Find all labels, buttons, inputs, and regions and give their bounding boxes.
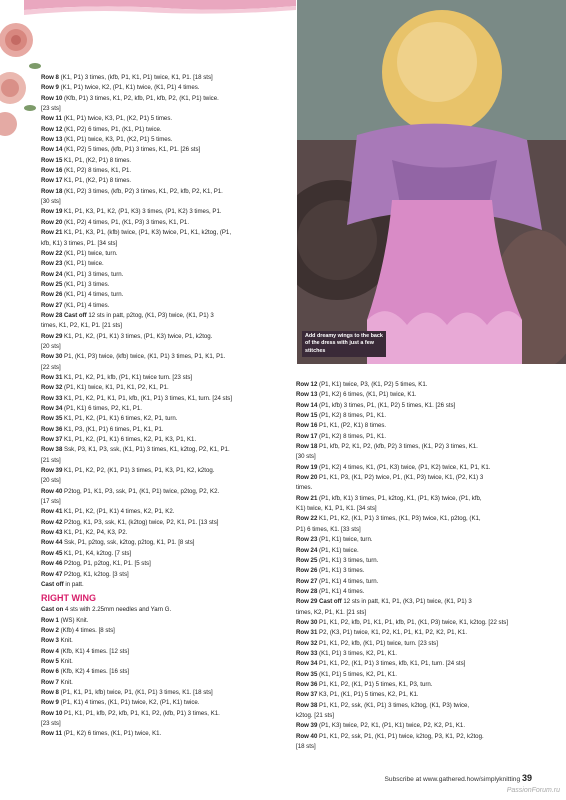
row-instruction: K1, P3, (K1, P1) 6 times, P1, K1, P1. (62, 425, 164, 433)
row-instruction: (K1, P1) twice. (62, 260, 104, 268)
pattern-row (41, 363, 286, 373)
row-instruction: (K1, P1) 4 times, turn. (62, 291, 124, 299)
row-label: Row 39 (296, 722, 318, 730)
row-label: Row 18 (296, 443, 318, 451)
row-label: Row 15 (41, 156, 63, 164)
row-label: Row 30 (296, 618, 318, 626)
pattern-row (41, 616, 286, 626)
row-instruction: K1, P1, K2, P2, (K1, P1) 3 times, P1, K3, P1, K2, k2tog. (62, 467, 215, 475)
row-instruction: (K1, P1) 3 times, turn. (62, 270, 124, 278)
pattern-row (296, 618, 538, 628)
row-instruction: [18 sts] (296, 743, 316, 751)
pattern-row (41, 698, 286, 708)
pattern-row (41, 570, 286, 580)
row-label: Row 14 (296, 401, 318, 409)
row-instruction: P2tog, K1, P3, ssk, K1, (k2tog) twice, P2, K1, P1. [13 sts] (62, 518, 219, 526)
row-instruction: (P1, K1) 6 times, P2, K1, P1. (62, 405, 142, 412)
pattern-row (41, 290, 286, 300)
row-instruction: (Kfb, K2) 4 times. [16 sts] (58, 668, 130, 676)
pattern-row (296, 463, 538, 473)
pattern-row (41, 73, 286, 83)
row-label: Row 31 (41, 373, 63, 381)
pattern-row (41, 104, 286, 114)
row-instruction: P1, K1, P2, kfb, P1, K1, P1, kfb, P1, (K1, P3) twice, K1, k2tog. [22 sts] (317, 618, 509, 626)
row-label: Row 47 (41, 570, 63, 578)
row-label: Row 19 (41, 208, 63, 216)
row-label: Row 17 (41, 177, 63, 185)
row-instruction: P1, K1, P3, (K1, P2) twice, P1, (K1, P3) twice, K1, (P2, K1) 3 (317, 474, 484, 482)
pattern-row (41, 145, 286, 155)
pattern-row (296, 577, 538, 587)
row-label: Row 31 (296, 629, 318, 637)
pattern-row (41, 580, 286, 590)
row-instruction: (P1, K1) twice. (317, 546, 359, 554)
row-label: Row 25 (296, 556, 318, 564)
row-instruction: (P1, K2) 8 times, P1, K1. (317, 432, 387, 440)
pattern-row (41, 678, 286, 688)
row-label: Row 26 (41, 291, 63, 299)
row-instruction: K1, P1, K2, (K1, P1) 3 times, (K1, P3) twice, K1, p2tog, (K1, (317, 515, 481, 523)
row-label: Row 6 (41, 668, 59, 676)
row-instruction: P2tog, K1, k2tog. [3 sts] (62, 570, 129, 578)
pattern-row (41, 647, 286, 657)
row-label: Row 2 (41, 626, 59, 634)
pattern-row (296, 421, 538, 431)
row-instruction: 4 sts with 2.25mm needles and Yarn G. (63, 606, 172, 614)
row-instruction: P1) 6 times, K1. [33 sts] (296, 525, 361, 533)
pattern-row (296, 442, 538, 452)
row-label: Row 22 (41, 249, 63, 257)
row-label: Row 10 (41, 709, 63, 717)
row-instruction: Knit. (58, 657, 73, 665)
row-label: Row 37 (41, 436, 63, 444)
pattern-row (296, 628, 538, 638)
row-instruction: (P1, K2) 6 times, (K1, P1) twice, K1. (317, 391, 417, 399)
row-label: Row 40 (296, 732, 318, 740)
pattern-row (296, 525, 538, 535)
row-instruction: P2tog, P1, K1, P3, ssk, P1, (K1, P1) twice, p2tog, P2, K2. (62, 487, 220, 495)
row-instruction: (K1, P2) 5 times, (kfb, P1) 3 times, K1, P1. [26 sts] (62, 146, 201, 154)
row-label: Row 25 (41, 280, 63, 288)
row-instruction: [21 sts] (41, 456, 61, 464)
pattern-row (41, 373, 286, 383)
row-label: Row 1 (41, 616, 59, 624)
row-label: Row 38 (41, 446, 63, 454)
knitted-doll-photo (297, 0, 566, 364)
pattern-row (41, 636, 286, 646)
row-label: Row 33 (41, 394, 63, 402)
row-label: Row 28 Cast off (41, 311, 87, 319)
pattern-row (41, 538, 286, 548)
pattern-row (41, 125, 286, 135)
pattern-row (41, 466, 286, 476)
row-label: Row 11 (41, 730, 62, 738)
pattern-row (41, 709, 286, 719)
row-instruction: [30 sts] (296, 453, 316, 461)
row-instruction: (P1, kfb, K1) 3 times, P1, k2tog, K1, (P1, K3) twice, (P1, kfb, (317, 494, 482, 502)
row-label: Row 4 (41, 647, 59, 655)
pattern-row (296, 742, 538, 752)
pattern-row (41, 239, 286, 249)
row-label: Cast on (41, 606, 64, 614)
pattern-row (41, 249, 286, 259)
row-label: Row 8 (41, 688, 59, 696)
row-instruction: (P1, K1) 4 times, turn. (317, 577, 379, 585)
row-label: Row 11 (41, 115, 62, 123)
row-instruction: P1, kfb, P2, K1, P2, (kfb, P2) 3 times, (K1, P2) 3 times, K1. (317, 443, 478, 451)
pattern-row (41, 729, 286, 739)
row-instruction: K1, P1, K2, (P1, K1) 6 times, K2, P1, turn. (62, 415, 178, 423)
row-label: Row 29 (41, 332, 63, 340)
row-instruction: times, K1, P2, K1, P1. [21 sts] (41, 322, 122, 330)
pattern-row (41, 218, 286, 228)
pattern-row (41, 688, 286, 698)
row-label: Row 9 (41, 84, 59, 92)
row-label: Row 23 (41, 260, 63, 268)
pattern-row (296, 649, 538, 659)
row-instruction: (Kfb, P1) 3 times, K1, P2, kfb, P1, kfb, P2, (K1, P1) twice. (62, 94, 219, 102)
row-instruction: K1, P1, K2, (P1, K1) 3 times, (P1, K3) twice, P1, k2tog. (62, 332, 213, 340)
row-label: Row 12 (296, 381, 318, 388)
row-label: Row 17 (296, 432, 318, 440)
pattern-row (41, 383, 286, 393)
pattern-row (296, 504, 538, 514)
row-instruction: (K1, P2) 4 times, P1, (K1, P3) 3 times, K1, P1. (62, 218, 190, 226)
row-instruction: times, K2, P1, K1. [21 sts] (296, 608, 367, 616)
pattern-row (296, 690, 538, 700)
row-instruction: (K1, P1) 3 times, (kfb, P1, K1, P1) twice, K1, P1. [18 sts] (58, 74, 213, 81)
row-label: Row 33 (296, 649, 318, 657)
row-instruction: (K1, P1) twice, K2, (P1, K1) twice, (K1, P1) 4 times. (58, 84, 200, 92)
row-label: Row 38 (296, 701, 318, 709)
pattern-row (41, 487, 286, 497)
row-instruction: K1, P1, K4, k2tog. [7 sts] (62, 549, 132, 557)
left-pattern-column (41, 73, 286, 740)
pattern-row (41, 667, 286, 677)
row-instruction: (K1, P1) twice, turn. (62, 249, 118, 257)
row-instruction: (K1, P2) 8 times, K1, P1. (62, 167, 132, 175)
pattern-row (41, 626, 286, 636)
pattern-row (41, 114, 286, 124)
row-label: Row 37 (296, 691, 318, 699)
row-label: Row 19 (296, 463, 318, 471)
row-instruction: K1, P1, K2, (P1, K1) 4 times, K2, P1, K2. (62, 508, 175, 516)
row-label: Row 46 (41, 560, 63, 568)
pattern-row (296, 597, 538, 607)
row-instruction: P2, (K3, P1) twice, K1, P2, K1, P1, K1, P2, K2, P1, K1. (317, 629, 468, 637)
pattern-row (296, 670, 538, 680)
pattern-row (296, 411, 538, 421)
row-label: Row 21 (296, 494, 318, 502)
pattern-row (41, 394, 286, 404)
row-instruction: [30 sts] (41, 198, 61, 206)
row-instruction: P1, K1, P2, (K1, P1) 3 times, kfb, K1, P1, turn. [24 sts] (317, 660, 466, 668)
photo-caption: Add dreamy wings to the back of the dress with just a few stitches (302, 331, 386, 357)
row-label: Row 8 (41, 74, 59, 81)
pattern-row (296, 452, 538, 462)
row-label: Row 27 (296, 577, 318, 585)
row-label: Row 24 (41, 270, 63, 278)
pattern-row (41, 176, 286, 186)
row-label: Row 18 (41, 187, 63, 195)
pattern-row (296, 711, 538, 721)
pattern-row (41, 559, 286, 569)
pattern-row (41, 228, 286, 238)
pattern-row (41, 156, 286, 166)
pattern-row (41, 445, 286, 455)
pattern-row (41, 280, 286, 290)
row-instruction: [20 sts] (41, 477, 61, 485)
row-instruction: (K1, P1) 3 times, K2, P1, K1. (317, 649, 397, 657)
pattern-row (41, 657, 286, 667)
row-instruction: (P1, K1) twice, K1, P1, K1, P2, K1, P1. (62, 384, 169, 392)
pattern-row (41, 404, 286, 414)
row-instruction: (P1, K1) 4 times. (317, 587, 365, 595)
row-instruction: [17 sts] (41, 498, 61, 506)
row-instruction: P1, K1, P2, (K1, P1) 5 times, K1, P3, turn. (317, 680, 433, 688)
pink-brush-stroke (24, 0, 296, 24)
row-instruction: K1) twice, K1, P1, K1. [34 sts] (296, 505, 377, 513)
pattern-row (41, 207, 286, 217)
row-label: Row 23 (296, 536, 318, 544)
page-footer (385, 773, 532, 783)
row-instruction: (K1, P1) 5 times, K2, P1, K1. (317, 670, 397, 678)
row-instruction: kfb, K1) 3 times, P1. [34 sts] (41, 239, 118, 247)
row-label: Row 32 (296, 639, 318, 647)
pattern-row (41, 270, 286, 280)
pattern-row (41, 528, 286, 538)
pattern-row (296, 721, 538, 731)
row-instruction: K1, P1, (K2, P1) 8 times. (62, 177, 132, 185)
pattern-row (41, 187, 286, 197)
right-wing-rows-list (41, 605, 286, 739)
pattern-row (296, 514, 538, 524)
pattern-row (41, 476, 286, 486)
row-label: Row 43 (41, 529, 63, 537)
pattern-row (296, 546, 538, 556)
pattern-row (41, 425, 286, 435)
row-label: Row 42 (41, 518, 63, 526)
row-label: Row 41 (41, 508, 63, 516)
row-instruction: (K1, P1) 4 times. (62, 301, 110, 309)
row-instruction: (Kfb) 4 times. [8 sts] (58, 626, 115, 634)
pattern-row (296, 556, 538, 566)
row-label: Row 5 (41, 657, 59, 665)
page-number: 39 (521, 773, 532, 783)
row-instruction: K1, P1, K2, (P1, K1) 6 times, K2, P1, K3, P1, K1. (62, 436, 197, 444)
pattern-row (296, 587, 538, 597)
row-label: Row 21 (41, 229, 63, 237)
row-label: Row 7 (41, 678, 59, 686)
row-label: Row 3 (41, 637, 59, 645)
row-instruction: (P1, K1) 3 times, turn. (317, 556, 379, 564)
row-label: Cast off (41, 580, 64, 588)
pattern-row (41, 414, 286, 424)
row-label: Row 36 (41, 425, 63, 433)
row-instruction: Knit. (58, 637, 73, 645)
pattern-row (41, 301, 286, 311)
row-label: Row 16 (296, 422, 318, 430)
row-label: Row 24 (296, 546, 318, 554)
row-instruction: P1, K1, P1, kfb, P2, kfb, P1, K1, P2, (kfb, P1) 3 times, K1. (62, 709, 220, 717)
pattern-row (296, 401, 538, 411)
row-instruction: 12 sts in patt, K1, P1, (K3, P1) twice, (K1, P1) 3 (341, 598, 472, 606)
pattern-row (296, 494, 538, 504)
pattern-row (41, 259, 286, 269)
row-instruction: P1, (K1, P3) twice, (kfb) twice, (K1, P1) 3 times, P1, K1, P1. (62, 353, 226, 361)
row-instruction: K1, P1, (K2, P1) 8 times. (62, 156, 132, 164)
right-rows-list (296, 380, 538, 752)
row-instruction: (K1, P1) 3 times. (62, 280, 110, 288)
pattern-row (41, 497, 286, 507)
row-instruction: (P1, K1) twice, P3, (K1, P2) 5 times, K1. (317, 381, 428, 388)
row-label: Row 32 (41, 384, 63, 392)
pattern-row (41, 342, 286, 352)
pattern-row (296, 390, 538, 400)
row-label: Row 13 (41, 136, 63, 144)
row-label: Row 39 (41, 467, 63, 475)
row-instruction: P1, K1, (P2, K1) 8 times. (317, 422, 387, 430)
pattern-row (41, 352, 286, 362)
row-instruction: (P1, K1) 3 times. (317, 567, 365, 575)
row-label: Row 14 (41, 146, 63, 154)
row-label: Row 27 (41, 301, 63, 309)
row-instruction: P2tog, P1, p2tog, K1, P1. [5 sts] (62, 560, 151, 568)
row-label: Row 15 (296, 412, 318, 420)
row-label: Row 13 (296, 391, 318, 399)
row-instruction: P1, K1, P2, ssk, P1, (K1, P1) twice, k2tog, P3, K1, P2, k2tog. (317, 732, 484, 740)
subscribe-text: Subscribe at www.gathered.how/simplyknitting (384, 776, 521, 783)
right-pattern-column (296, 380, 538, 752)
pattern-row (296, 732, 538, 742)
row-instruction: times. (296, 484, 313, 492)
row-instruction: (P1, K1) twice, turn. (317, 536, 373, 544)
pattern-row (41, 197, 286, 207)
pattern-row (296, 608, 538, 618)
pattern-row (296, 639, 538, 649)
row-instruction: (P1, K2) 6 times, (K1, P1) twice, K1. (62, 730, 162, 738)
row-instruction: (P1, K2) 8 times, P1, K1. (317, 412, 387, 420)
row-instruction: (P1, K1, P1, kfb) twice, P1, (K1, P1) 3 times, K1. [18 sts] (58, 688, 213, 696)
row-instruction: (P1, K3) twice, P2, K1, (P1, K1) twice, P2, K2, P1, K1. (317, 722, 466, 730)
row-label: Row 16 (41, 167, 63, 175)
row-label: Row 29 Cast off (296, 598, 342, 606)
section-title-right-wing: RIGHT WING (41, 593, 96, 604)
pattern-row (296, 432, 538, 442)
pattern-row (296, 380, 538, 390)
row-instruction: Ssk, P3, K1, P3, ssk, (K1, P1) 3 times, K1, k2tog, P2, K1, P1. (62, 446, 230, 454)
row-instruction: (P1, K1) 4 times, (K1, P1) twice, K2, (P1, K1) twice. (58, 699, 200, 707)
row-label: Row 45 (41, 549, 63, 557)
row-label: Row 44 (41, 539, 63, 547)
row-instruction: (K1, P2) 6 times, P1, (K1, P1) twice. (62, 125, 162, 133)
row-label: Row 28 (296, 587, 318, 595)
pattern-row (41, 549, 286, 559)
pattern-row (41, 321, 286, 331)
pattern-row (41, 166, 286, 176)
row-label: Row 26 (296, 567, 318, 575)
row-label: Row 34 (296, 660, 318, 668)
row-label: Row 40 (41, 487, 63, 495)
pattern-row (41, 135, 286, 145)
left-rows-list (41, 73, 286, 590)
row-instruction: [23 sts] (41, 105, 61, 113)
row-instruction: [20 sts] (41, 342, 61, 350)
row-instruction: K3, P1, (K1, P1) 5 times, K2, P1, K1. (317, 691, 419, 699)
row-instruction: k2tog. [21 sts] (296, 712, 334, 719)
pattern-row (41, 456, 286, 466)
row-label: Row 35 (296, 670, 318, 678)
row-label: Row 10 (41, 94, 63, 102)
pattern-row (296, 483, 538, 493)
row-label: Row 22 (296, 515, 318, 523)
row-instruction: in patt. (63, 580, 84, 588)
pattern-row (41, 507, 286, 517)
row-instruction: P1, K1, P2, ssk, (K1, P1) 3 times, k2tog, (K1, P3) twice, (317, 701, 470, 709)
row-label: Row 35 (41, 415, 63, 423)
watermark: PassionForum.ru (506, 787, 560, 794)
pattern-row (296, 473, 538, 483)
row-label: Row 36 (296, 680, 318, 688)
row-instruction: K1, P1, K2, P1, kfb, (P1, K1) twice turn. [23 sts] (62, 373, 193, 381)
row-instruction: [23 sts] (41, 719, 61, 727)
pattern-row (41, 518, 286, 528)
pattern-row (41, 435, 286, 445)
row-instruction: (K1, P2) 3 times, (kfb, P2) 3 times, K1, P2, kfb, P2, K1, P1. (62, 187, 223, 195)
pattern-row (41, 94, 286, 104)
pattern-row (41, 332, 286, 342)
row-instruction: 12 sts in patt, p2tog, (K1, P3) twice, (K1, P1) 3 (86, 311, 214, 319)
pattern-row (296, 535, 538, 545)
pattern-row (296, 701, 538, 711)
row-instruction: (Kfb, K1) 4 times. [12 sts] (58, 647, 130, 655)
pattern-row (296, 566, 538, 576)
row-instruction: (WS) Knit. (58, 616, 89, 624)
pattern-row (41, 311, 286, 321)
pattern-row (41, 83, 286, 93)
row-label: Row 34 (41, 405, 63, 412)
row-instruction: (K1, P1) twice, K3, P1, (K2, P1) 5 times. (62, 115, 173, 123)
pattern-row (296, 659, 538, 669)
row-instruction: P1, K1, P2, kfb, (K1, P1) twice, turn. [23 sts] (317, 639, 438, 647)
row-instruction: Ssk, P1, p2tog, ssk, k2tog, p2tog, K1, P1. [8 sts] (62, 539, 195, 547)
row-label: Row 12 (41, 125, 63, 133)
pattern-row (41, 605, 286, 615)
row-instruction: (P1, kfb) 3 times, P1, (K1, P2) 5 times, K1. [26 sts] (317, 401, 456, 409)
row-label: Row 9 (41, 699, 59, 707)
row-label: Row 20 (296, 474, 318, 482)
row-instruction: K1, P1, K2, P4, K3, P2. (62, 529, 128, 537)
row-instruction: [22 sts] (41, 363, 61, 371)
pattern-row (296, 680, 538, 690)
row-instruction: K1, P1, K2, P1, K1, P1, kfb, (K1, P1) 3 times, K1, turn. [24 sts] (62, 394, 233, 402)
row-instruction: (P1, K2) 4 times, K1, (P1, K3) twice, (P1, K2) twice, K1, P1, K1. (317, 463, 491, 471)
row-instruction: K1, P1, K3, P1, K2, (P1, K3) 3 times, (P1, K2) 3 times, P1. (62, 208, 222, 216)
row-instruction: K1, P1, K3, P1, (kfb) twice, (P1, K3) twice, P1, K1, k2tog, (P1, (62, 229, 232, 237)
row-label: Row 30 (41, 353, 63, 361)
row-instruction: Knit. (58, 678, 73, 686)
row-label: Row 20 (41, 218, 63, 226)
row-instruction: (K1, P1) twice, K3, P1, (K2, P1) 5 times. (62, 136, 173, 144)
pattern-row (41, 719, 286, 729)
